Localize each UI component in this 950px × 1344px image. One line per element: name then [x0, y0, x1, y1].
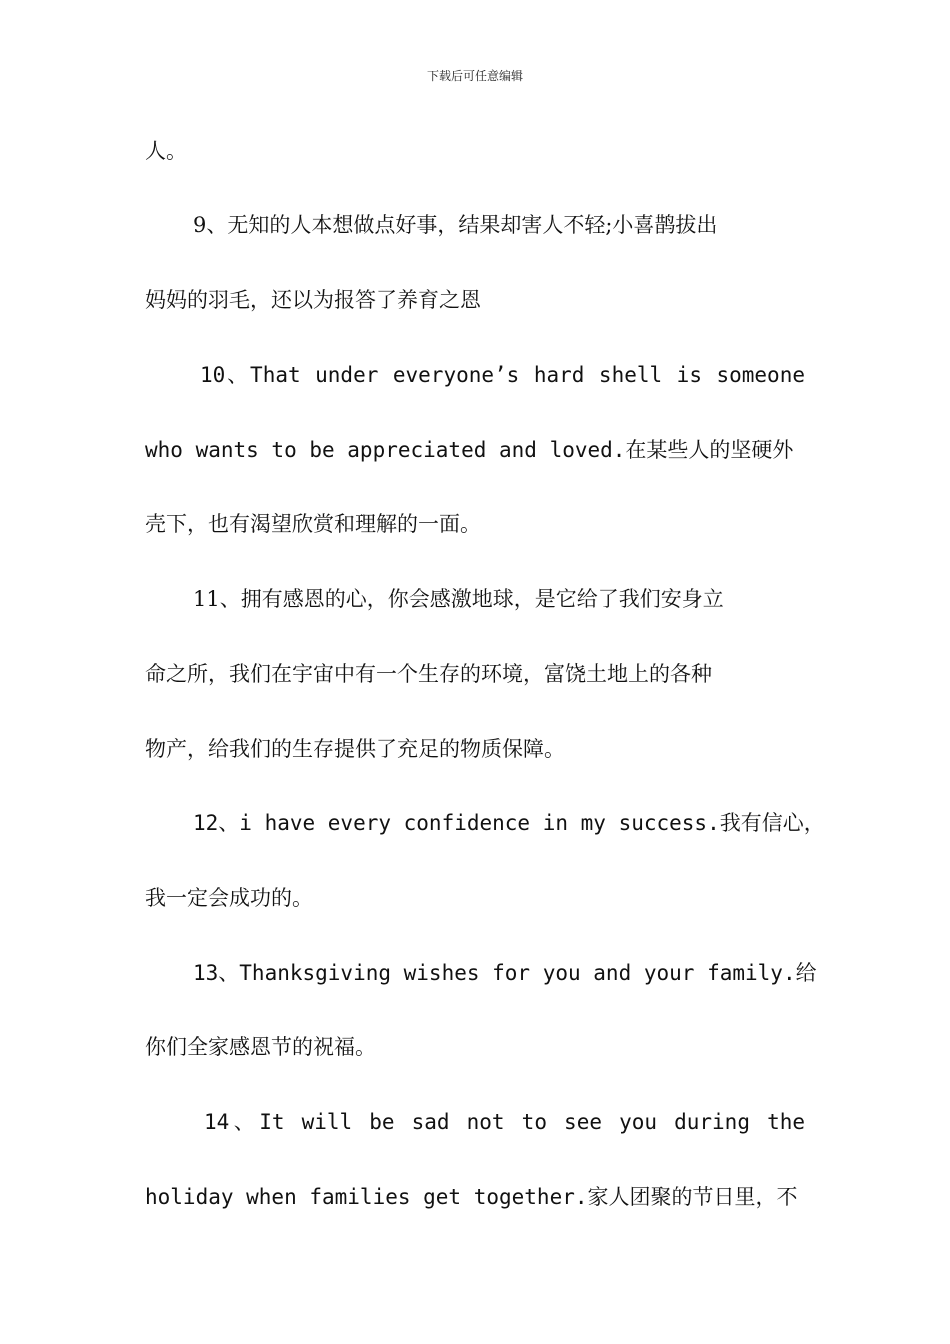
- text-line: 壳下，也有渴望欣赏和理解的一面。: [145, 512, 481, 536]
- text-line: 物产，给我们的生存提供了充足的物质保障。: [145, 737, 565, 761]
- text-line: 13、Thanksgiving wishes for you and your family.给: [193, 961, 817, 985]
- text-line: 12、i have every confidence in my success.我有信心，: [193, 811, 825, 835]
- text-line: who wants to be appreciated and loved.在某些人的坚硬外: [145, 438, 794, 462]
- text-line: 人。: [145, 139, 187, 163]
- text-line: 11、拥有感恩的心，你会感激地球，是它给了我们安身立: [193, 587, 724, 611]
- text-line: 妈妈的羽毛，还以为报答了养育之恩: [145, 288, 481, 312]
- text-line: holiday when families get together.家人团聚的节日里，不: [145, 1185, 798, 1209]
- text-line: 10、That under everyone’s hard shell is someone: [200, 363, 805, 387]
- text-line: 14、It will be sad not to see you during the: [204, 1110, 805, 1134]
- page-header: 下载后可任意编辑: [426, 69, 523, 83]
- text-line: 命之所，我们在宇宙中有一个生存的环境，富饶土地上的各种: [145, 662, 712, 686]
- text-line: 我一定会成功的。: [145, 886, 313, 910]
- text-line: 你们全家感恩节的祝福。: [145, 1035, 376, 1059]
- text-line: 9、无知的人本想做点好事，结果却害人不轻;小喜鹊拔出: [193, 213, 718, 237]
